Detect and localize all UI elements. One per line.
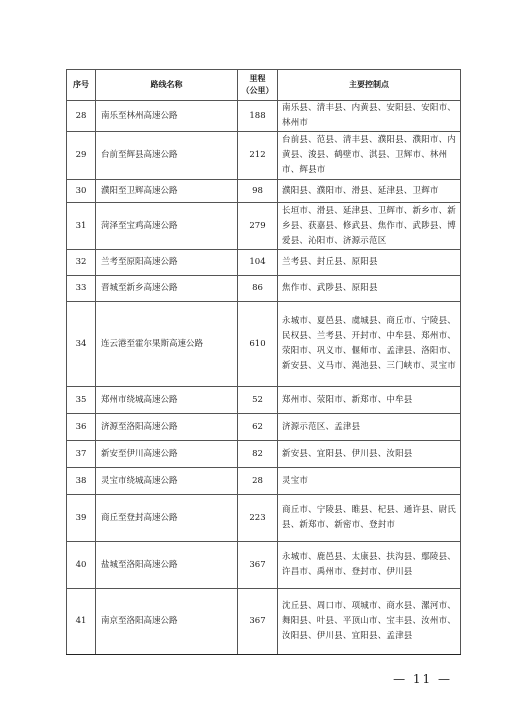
table-row xyxy=(67,414,461,441)
table-row xyxy=(67,542,461,589)
row-mileage: 223 xyxy=(238,495,278,542)
row-no: 38 xyxy=(67,468,96,495)
row-route-name: 盐城至洛阳高速公路 xyxy=(96,542,238,589)
row-no: 28 xyxy=(67,101,96,132)
row-mileage: 82 xyxy=(238,441,278,468)
header-no: 序号 xyxy=(67,70,96,101)
row-mileage: 367 xyxy=(238,589,278,655)
row-no: 36 xyxy=(67,414,96,441)
table-row xyxy=(67,302,461,387)
row-control-points: 沈丘县、周口市、项城市、商水县、漯河市、舞阳县、叶县、平顶山市、宝丰县、汝州市、汝阳县、伊川县、宜阳县、孟津县 xyxy=(278,589,461,655)
row-control-points: 南乐县、清丰县、内黄县、安阳县、安阳市、林州市 xyxy=(278,101,461,132)
row-no: 35 xyxy=(67,387,96,414)
header-mileage: 里程 （公里） xyxy=(238,70,278,101)
row-route-name: 台前至辉县高速公路 xyxy=(96,132,238,180)
row-control-points: 台前县、范县、清丰县、濮阳县、濮阳市、内黄县、浚县、鹤壁市、淇县、卫辉市、林州市、辉县市 xyxy=(278,132,461,180)
row-route-name: 南乐至林州高速公路 xyxy=(96,101,238,132)
table-row xyxy=(67,180,461,203)
row-control-points: 新安县、宜阳县、伊川县、汝阳县 xyxy=(278,441,461,468)
row-route-name: 连云港至霍尔果斯高速公路 xyxy=(96,302,238,387)
row-no: 40 xyxy=(67,542,96,589)
row-control-points: 永城市、夏邑县、虞城县、商丘市、宁陵县、民权县、兰考县、开封市、中牟县、郑州市、荥阳市、巩义市、偃师市、孟津县、洛阳市、新安县、义马市、渑池县、三门峡市、灵宝市 xyxy=(278,302,461,387)
row-no: 33 xyxy=(67,276,96,302)
table-row xyxy=(67,276,461,302)
row-mileage: 28 xyxy=(238,468,278,495)
row-control-points: 永城市、鹿邑县、太康县、扶沟县、鄢陵县、许昌市、禹州市、登封市、伊川县 xyxy=(278,542,461,589)
table-row xyxy=(67,203,461,250)
row-no: 32 xyxy=(67,250,96,276)
row-no: 31 xyxy=(67,203,96,250)
row-route-name: 菏泽至宝鸡高速公路 xyxy=(96,203,238,250)
row-route-name: 郑州市绕城高速公路 xyxy=(96,387,238,414)
table-header-row xyxy=(67,70,461,101)
row-mileage: 86 xyxy=(238,276,278,302)
header-control-points: 主要控制点 xyxy=(278,70,461,101)
row-no: 41 xyxy=(67,589,96,655)
row-no: 29 xyxy=(67,132,96,180)
highway-routes-table xyxy=(66,69,461,655)
row-control-points: 济源示范区、孟津县 xyxy=(278,414,461,441)
row-route-name: 新安至伊川高速公路 xyxy=(96,441,238,468)
row-control-points: 郑州市、荥阳市、新郑市、中牟县 xyxy=(278,387,461,414)
row-no: 37 xyxy=(67,441,96,468)
row-route-name: 濮阳至卫辉高速公路 xyxy=(96,180,238,203)
row-control-points: 长垣市、滑县、延津县、卫辉市、新乡市、新乡县、获嘉县、修武县、焦作市、武陟县、博爱县、沁阳市、济源示范区 xyxy=(278,203,461,250)
row-mileage: 610 xyxy=(238,302,278,387)
row-route-name: 灵宝市绕城高速公路 xyxy=(96,468,238,495)
table-row xyxy=(67,101,461,132)
row-mileage: 188 xyxy=(238,101,278,132)
row-mileage: 62 xyxy=(238,414,278,441)
table-row xyxy=(67,132,461,180)
row-route-name: 南京至洛阳高速公路 xyxy=(96,589,238,655)
table-row xyxy=(67,589,461,655)
table-row xyxy=(67,495,461,542)
table-row xyxy=(67,387,461,414)
row-mileage: 279 xyxy=(238,203,278,250)
row-mileage: 52 xyxy=(238,387,278,414)
table-row xyxy=(67,441,461,468)
table-row xyxy=(67,468,461,495)
row-route-name: 晋城至新乡高速公路 xyxy=(96,276,238,302)
row-no: 34 xyxy=(67,302,96,387)
row-no: 30 xyxy=(67,180,96,203)
row-route-name: 济源至洛阳高速公路 xyxy=(96,414,238,441)
row-mileage: 104 xyxy=(238,250,278,276)
row-control-points: 灵宝市 xyxy=(278,468,461,495)
row-control-points: 兰考县、封丘县、原阳县 xyxy=(278,250,461,276)
row-mileage: 98 xyxy=(238,180,278,203)
row-control-points: 焦作市、武陟县、原阳县 xyxy=(278,276,461,302)
row-no: 39 xyxy=(67,495,96,542)
row-control-points: 濮阳县、濮阳市、滑县、延津县、卫辉市 xyxy=(278,180,461,203)
row-control-points: 商丘市、宁陵县、睢县、杞县、通许县、尉氏县、新郑市、新密市、登封市 xyxy=(278,495,461,542)
table-row xyxy=(67,250,461,276)
row-route-name: 兰考至原阳高速公路 xyxy=(96,250,238,276)
row-mileage: 212 xyxy=(238,132,278,180)
header-route-name: 路线名称 xyxy=(96,70,238,101)
row-mileage: 367 xyxy=(238,542,278,589)
row-route-name: 商丘至登封高速公路 xyxy=(96,495,238,542)
page-number: — 11 — xyxy=(393,672,452,686)
